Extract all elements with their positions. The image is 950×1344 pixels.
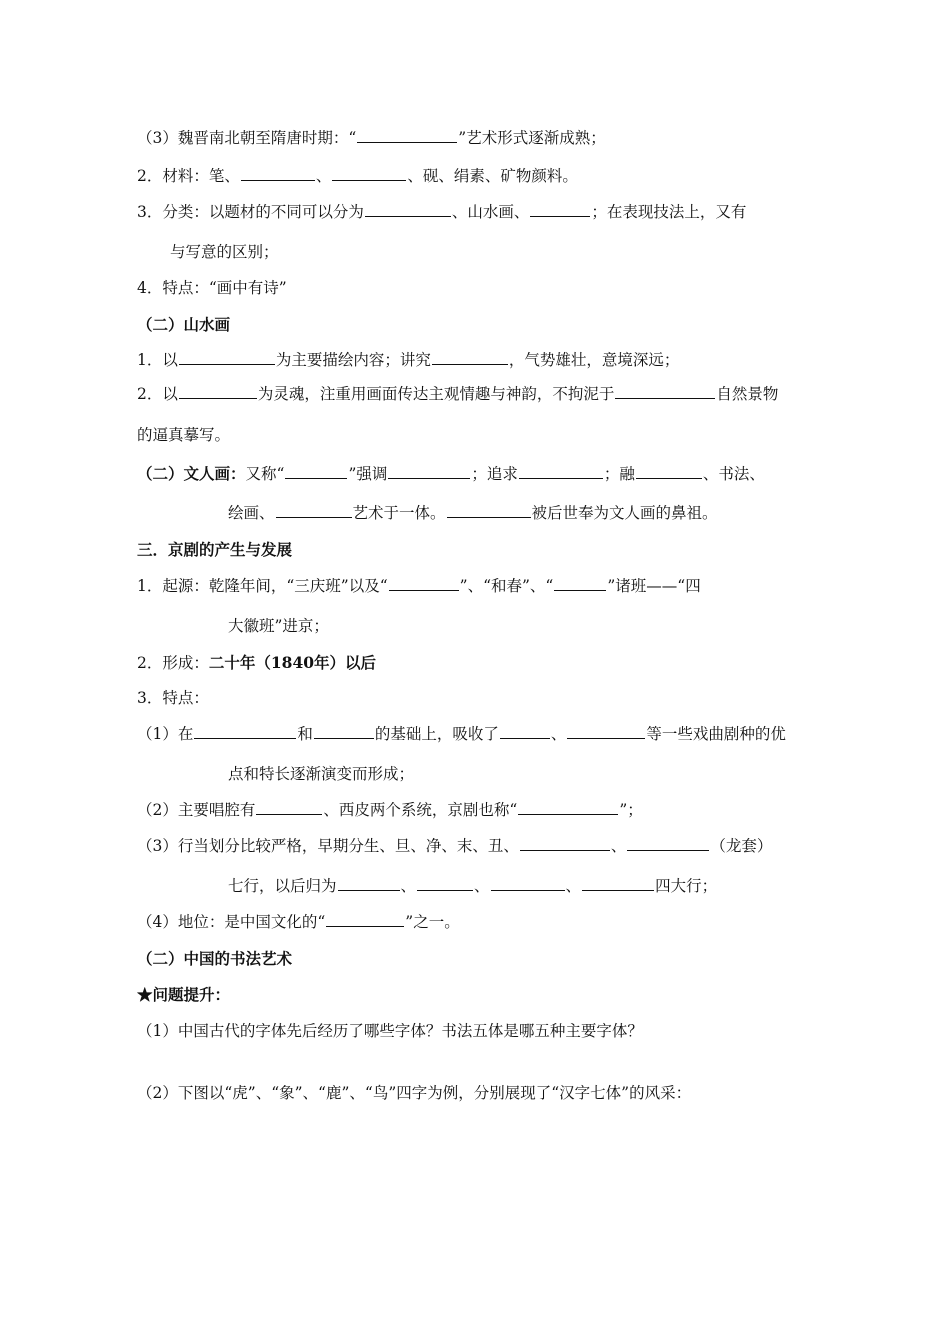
- fill-blank[interactable]: [500, 724, 550, 739]
- section-heading: （二）山水画: [137, 315, 231, 334]
- text-line: （2）主要唱腔有 、西皮两个系统，京剧也称“ ”；: [137, 801, 643, 819]
- fill-blank[interactable]: [554, 576, 606, 591]
- fill-blank[interactable]: [491, 876, 565, 891]
- fill-blank[interactable]: [417, 876, 473, 891]
- fill-blank[interactable]: [332, 166, 406, 181]
- section-heading: 三．京剧的产生与发展: [137, 540, 293, 559]
- fill-blank[interactable]: [447, 503, 531, 518]
- text-line: 的逼真摹写。: [137, 426, 231, 444]
- text-line: 1．以 为主要描绘内容；讲究 ，气势雄壮，意境深远；: [137, 351, 680, 369]
- text-line: （3）行当划分比较严格，早期分生、旦、净、末、丑、 、 （龙套）: [137, 837, 773, 855]
- fill-blank[interactable]: [567, 724, 645, 739]
- section-heading: （二）中国的书法艺术: [137, 949, 293, 968]
- text-line: （1）中国古代的字体先后经历了哪些字体？书法五体是哪五种主要字体？: [137, 1022, 643, 1040]
- text-line: 3．特点：: [137, 689, 209, 707]
- fill-blank[interactable]: [194, 724, 296, 739]
- fill-blank[interactable]: [241, 166, 315, 181]
- fill-blank[interactable]: [314, 724, 374, 739]
- fill-blank[interactable]: [519, 464, 603, 479]
- text-line: 2．以 为灵魂，注重用画面传达主观情趣与神韵，不拘泥于 自然景物: [137, 385, 779, 403]
- text-line: 与写意的区别；: [170, 243, 279, 261]
- fill-blank[interactable]: [357, 128, 457, 143]
- fill-blank[interactable]: [326, 912, 404, 927]
- fill-blank[interactable]: [520, 836, 610, 851]
- text-line: 2．材料：笔、 、 、砚、绢素、矿物颜料。: [137, 167, 578, 185]
- text-line: （二）文人画：又称“ ”强调 ；追求 ；融 、书法、: [137, 464, 765, 483]
- fill-blank[interactable]: [365, 202, 451, 217]
- text-line: 4．特点：“画中有诗”: [137, 279, 287, 297]
- text-line: 2．形成：二十年（1840年）以后: [137, 653, 377, 672]
- fill-blank[interactable]: [615, 384, 715, 399]
- fill-blank[interactable]: [530, 202, 590, 217]
- fill-blank[interactable]: [432, 350, 508, 365]
- fill-blank[interactable]: [388, 464, 470, 479]
- fill-blank[interactable]: [256, 800, 322, 815]
- section-heading: ★问题提升：: [137, 985, 231, 1004]
- fill-blank[interactable]: [582, 876, 654, 891]
- text-line: 1．起源：乾隆年间，“三庆班”以及“ ”、“和春”、“ ”诸班——“四: [137, 577, 701, 595]
- fill-blank[interactable]: [627, 836, 709, 851]
- text-line: 绘画、 艺术于一体。 被后世奉为文人画的鼻祖。: [228, 504, 718, 522]
- text-line: （3）魏晋南北朝至隋唐时期：“ ”艺术形式逐渐成熟；: [137, 129, 606, 147]
- text-line: （2）下图以“虎”、“象”、“鹿”、“鸟”四字为例，分别展现了“汉字七体”的风采：: [137, 1084, 692, 1102]
- fill-blank[interactable]: [276, 503, 352, 518]
- fill-blank[interactable]: [338, 876, 400, 891]
- fill-blank[interactable]: [636, 464, 702, 479]
- fill-blank[interactable]: [179, 384, 257, 399]
- fill-blank[interactable]: [518, 800, 618, 815]
- text-line: 点和特长逐渐演变而形成；: [228, 765, 415, 783]
- text-line: 大徽班”进京；: [228, 617, 329, 635]
- fill-blank[interactable]: [285, 464, 347, 479]
- text-line: （1）在 和 的基础上，吸收了 、 等一些戏曲剧种的优: [137, 725, 786, 743]
- fill-blank[interactable]: [179, 350, 275, 365]
- text-line: 七行，以后归为 、 、 、 四大行；: [228, 877, 718, 895]
- text-line: （4）地位：是中国文化的“ ”之一。: [137, 913, 460, 931]
- text-line: 3．分类：以题材的不同可以分为 、山水画、 ；在表现技法上，又有: [137, 203, 747, 221]
- fill-blank[interactable]: [389, 576, 459, 591]
